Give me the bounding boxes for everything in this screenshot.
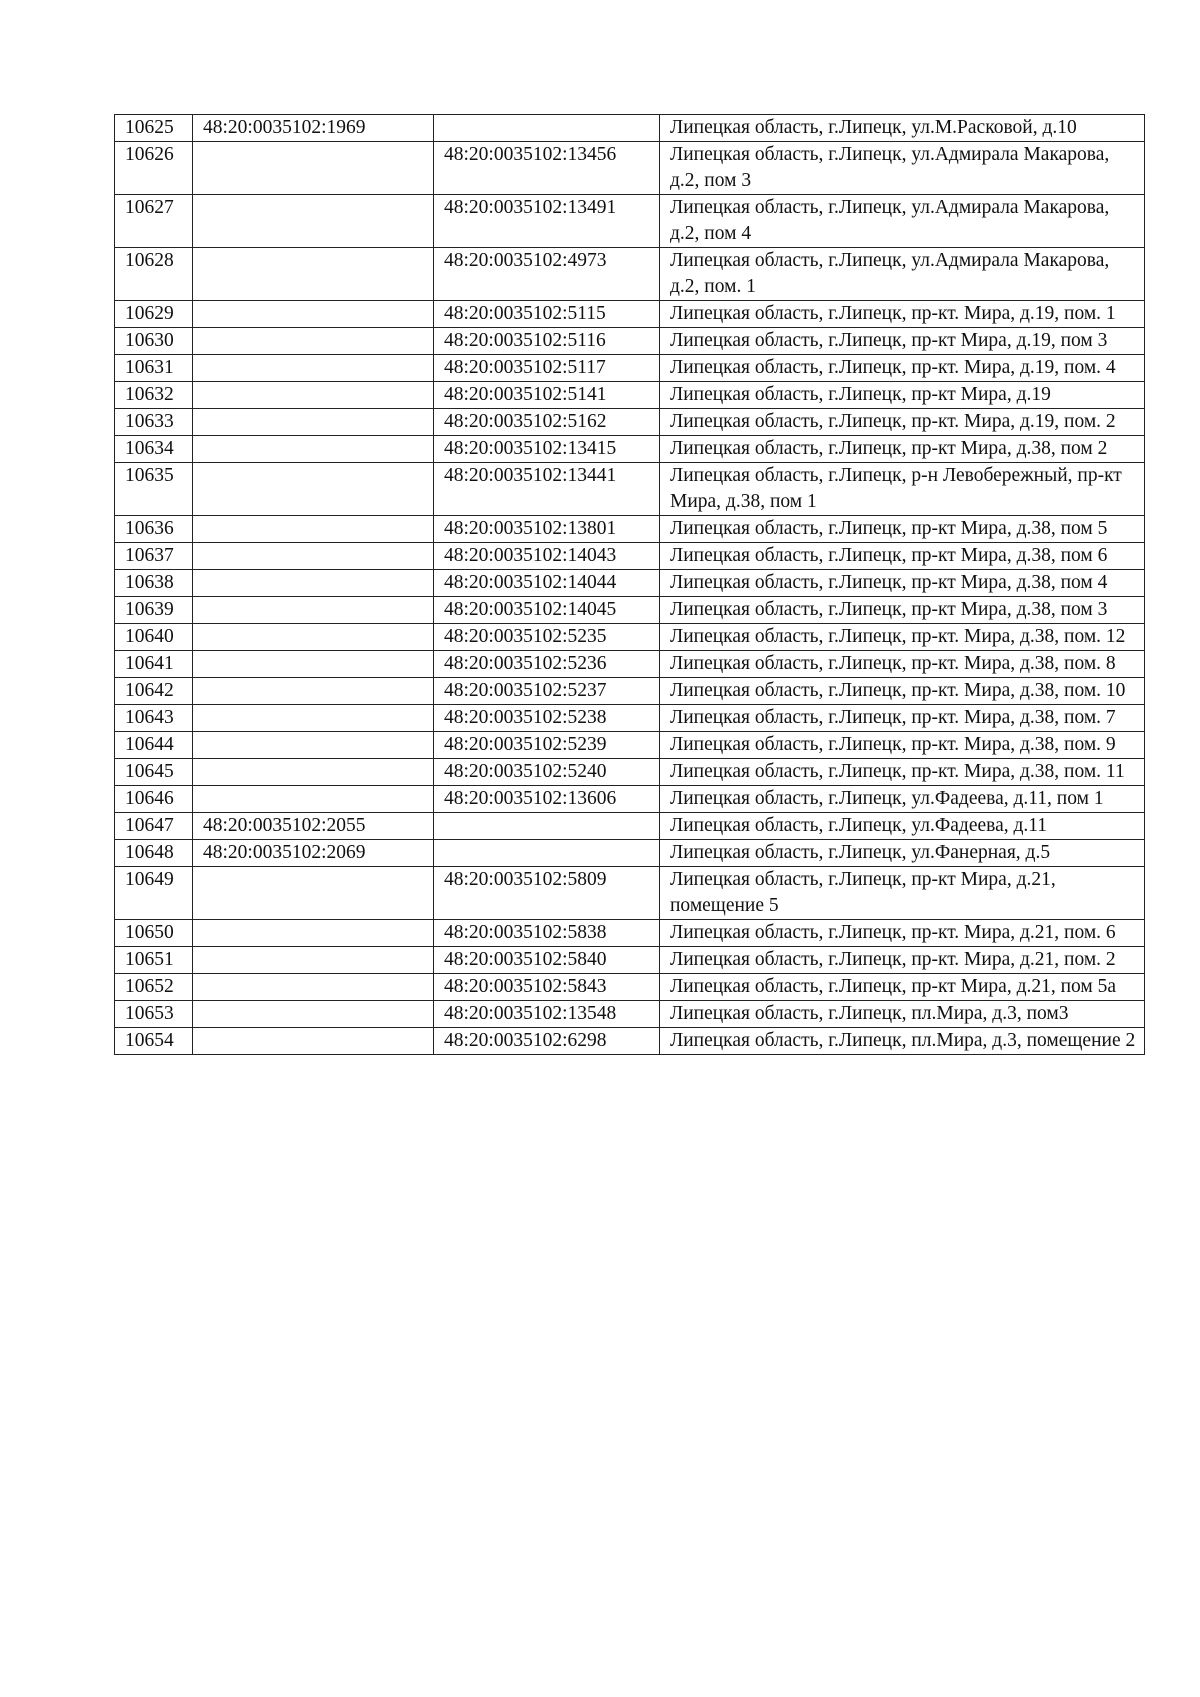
address-cell: Липецкая область, г.Липецк, ул.Фадеева, д.11, пом 1 <box>660 786 1145 813</box>
row-number-cell: 10637 <box>115 543 193 570</box>
table-row <box>115 570 1145 597</box>
row-number-cell: 10626 <box>115 142 193 195</box>
cadastral-premise-cell: 48:20:0035102:13456 <box>434 142 660 195</box>
cadastral-premise-cell: 48:20:0035102:13801 <box>434 516 660 543</box>
row-number-cell: 10639 <box>115 597 193 624</box>
table-row <box>115 115 1145 142</box>
address-cell: Липецкая область, г.Липецк, пр-кт. Мира, д.19, пом. 2 <box>660 409 1145 436</box>
row-number-cell: 10633 <box>115 409 193 436</box>
cadastral-premise-cell: 48:20:0035102:5809 <box>434 867 660 920</box>
cadastral-parcel-cell <box>193 920 434 947</box>
cadastral-premise-cell: 48:20:0035102:5141 <box>434 382 660 409</box>
address-cell: Липецкая область, г.Липецк, пл.Мира, д.3, помещение 2 <box>660 1028 1145 1055</box>
row-number-cell: 10640 <box>115 624 193 651</box>
cadastral-parcel-cell <box>193 1028 434 1055</box>
cadastral-parcel-cell <box>193 195 434 248</box>
cadastral-parcel-cell: 48:20:0035102:2055 <box>193 813 434 840</box>
row-number-cell: 10628 <box>115 248 193 301</box>
cadastral-parcel-cell <box>193 543 434 570</box>
cadastral-premise-cell: 48:20:0035102:5237 <box>434 678 660 705</box>
row-number-cell: 10638 <box>115 570 193 597</box>
cadastral-parcel-cell <box>193 947 434 974</box>
address-cell: Липецкая область, г.Липецк, пр-кт Мира, д.38, пом 6 <box>660 543 1145 570</box>
table-row <box>115 624 1145 651</box>
cadastral-parcel-cell: 48:20:0035102:1969 <box>193 115 434 142</box>
table-row <box>115 355 1145 382</box>
cadastral-premise-cell <box>434 813 660 840</box>
cadastral-premise-cell: 48:20:0035102:5840 <box>434 947 660 974</box>
row-number-cell: 10647 <box>115 813 193 840</box>
table-row <box>115 947 1145 974</box>
cadastral-parcel-cell <box>193 570 434 597</box>
row-number-cell: 10651 <box>115 947 193 974</box>
address-cell: Липецкая область, г.Липецк, пр-кт Мира, д.38, пом 4 <box>660 570 1145 597</box>
cadastral-parcel-cell <box>193 409 434 436</box>
table-row <box>115 597 1145 624</box>
table-row <box>115 142 1145 195</box>
table-row <box>115 1028 1145 1055</box>
cadastral-parcel-cell <box>193 328 434 355</box>
address-cell: Липецкая область, г.Липецк, пр-кт Мира, д.19 <box>660 382 1145 409</box>
cadastral-premise-cell: 48:20:0035102:13491 <box>434 195 660 248</box>
row-number-cell: 10649 <box>115 867 193 920</box>
cadastral-parcel-cell <box>193 436 434 463</box>
table-row <box>115 705 1145 732</box>
table-row <box>115 759 1145 786</box>
table-row <box>115 382 1145 409</box>
cadastral-premise-cell: 48:20:0035102:5239 <box>434 732 660 759</box>
cadastral-premise-cell: 48:20:0035102:5838 <box>434 920 660 947</box>
address-cell: Липецкая область, г.Липецк, пл.Мира, д.3, пом3 <box>660 1001 1145 1028</box>
cadastral-parcel-cell <box>193 867 434 920</box>
table-row <box>115 436 1145 463</box>
address-cell: Липецкая область, г.Липецк, пр-кт Мира, д.21, помещение 5 <box>660 867 1145 920</box>
row-number-cell: 10652 <box>115 974 193 1001</box>
cadastral-parcel-cell <box>193 597 434 624</box>
cadastral-parcel-cell <box>193 974 434 1001</box>
address-cell: Липецкая область, г.Липецк, пр-кт. Мира, д.38, пом. 11 <box>660 759 1145 786</box>
row-number-cell: 10632 <box>115 382 193 409</box>
address-cell: Липецкая область, г.Липецк, пр-кт. Мира, д.19, пом. 4 <box>660 355 1145 382</box>
cadastral-premise-cell: 48:20:0035102:6298 <box>434 1028 660 1055</box>
cadastral-premise-cell: 48:20:0035102:13415 <box>434 436 660 463</box>
table-row <box>115 732 1145 759</box>
address-cell: Липецкая область, г.Липецк, р-н Левобережный, пр-кт Мира, д.38, пом 1 <box>660 463 1145 516</box>
cadastral-parcel-cell <box>193 355 434 382</box>
row-number-cell: 10644 <box>115 732 193 759</box>
cadastral-premise-cell: 48:20:0035102:14045 <box>434 597 660 624</box>
row-number-cell: 10643 <box>115 705 193 732</box>
registry-table <box>114 114 1145 1055</box>
row-number-cell: 10625 <box>115 115 193 142</box>
cadastral-parcel-cell <box>193 463 434 516</box>
cadastral-premise-cell <box>434 115 660 142</box>
address-cell: Липецкая область, г.Липецк, ул.Адмирала Макарова, д.2, пом 3 <box>660 142 1145 195</box>
cadastral-parcel-cell <box>193 759 434 786</box>
address-cell: Липецкая область, г.Липецк, пр-кт. Мира, д.38, пом. 10 <box>660 678 1145 705</box>
row-number-cell: 10635 <box>115 463 193 516</box>
address-cell: Липецкая область, г.Липецк, ул.М.Расковой, д.10 <box>660 115 1145 142</box>
registry-table-body <box>115 115 1145 1055</box>
address-cell: Липецкая область, г.Липецк, пр-кт. Мира, д.21, пом. 6 <box>660 920 1145 947</box>
address-cell: Липецкая область, г.Липецк, пр-кт. Мира, д.38, пом. 8 <box>660 651 1145 678</box>
row-number-cell: 10629 <box>115 301 193 328</box>
cadastral-premise-cell: 48:20:0035102:5115 <box>434 301 660 328</box>
address-cell: Липецкая область, г.Липецк, пр-кт Мира, д.21, пом 5а <box>660 974 1145 1001</box>
table-row <box>115 840 1145 867</box>
cadastral-parcel-cell <box>193 651 434 678</box>
address-cell: Липецкая область, г.Липецк, ул.Адмирала Макарова, д.2, пом 4 <box>660 195 1145 248</box>
cadastral-premise-cell: 48:20:0035102:13606 <box>434 786 660 813</box>
cadastral-premise-cell: 48:20:0035102:5236 <box>434 651 660 678</box>
row-number-cell: 10653 <box>115 1001 193 1028</box>
cadastral-premise-cell: 48:20:0035102:14043 <box>434 543 660 570</box>
table-row <box>115 920 1145 947</box>
row-number-cell: 10631 <box>115 355 193 382</box>
row-number-cell: 10634 <box>115 436 193 463</box>
cadastral-premise-cell: 48:20:0035102:5238 <box>434 705 660 732</box>
address-cell: Липецкая область, г.Липецк, пр-кт. Мира, д.38, пом. 12 <box>660 624 1145 651</box>
table-row <box>115 195 1145 248</box>
table-row <box>115 328 1145 355</box>
table-row <box>115 463 1145 516</box>
address-cell: Липецкая область, г.Липецк, пр-кт. Мира, д.21, пом. 2 <box>660 947 1145 974</box>
address-cell: Липецкая область, г.Липецк, пр-кт Мира, д.38, пом 3 <box>660 597 1145 624</box>
row-number-cell: 10641 <box>115 651 193 678</box>
cadastral-parcel-cell <box>193 301 434 328</box>
table-row <box>115 248 1145 301</box>
cadastral-premise-cell: 48:20:0035102:5843 <box>434 974 660 1001</box>
table-row <box>115 409 1145 436</box>
row-number-cell: 10650 <box>115 920 193 947</box>
address-cell: Липецкая область, г.Липецк, пр-кт Мира, д.19, пом 3 <box>660 328 1145 355</box>
address-cell: Липецкая область, г.Липецк, ул.Фадеева, д.11 <box>660 813 1145 840</box>
address-cell: Липецкая область, г.Липецк, пр-кт Мира, д.38, пом 2 <box>660 436 1145 463</box>
cadastral-parcel-cell <box>193 786 434 813</box>
address-cell: Липецкая область, г.Липецк, ул.Фанерная, д.5 <box>660 840 1145 867</box>
cadastral-parcel-cell <box>193 1001 434 1028</box>
table-row <box>115 786 1145 813</box>
cadastral-parcel-cell <box>193 382 434 409</box>
address-cell: Липецкая область, г.Липецк, пр-кт Мира, д.38, пом 5 <box>660 516 1145 543</box>
cadastral-parcel-cell <box>193 678 434 705</box>
table-row <box>115 867 1145 920</box>
cadastral-premise-cell <box>434 840 660 867</box>
row-number-cell: 10636 <box>115 516 193 543</box>
table-row <box>115 516 1145 543</box>
cadastral-premise-cell: 48:20:0035102:5117 <box>434 355 660 382</box>
table-row <box>115 678 1145 705</box>
row-number-cell: 10642 <box>115 678 193 705</box>
address-cell: Липецкая область, г.Липецк, ул.Адмирала Макарова, д.2, пом. 1 <box>660 248 1145 301</box>
cadastral-parcel-cell <box>193 732 434 759</box>
row-number-cell: 10654 <box>115 1028 193 1055</box>
cadastral-premise-cell: 48:20:0035102:5240 <box>434 759 660 786</box>
cadastral-parcel-cell <box>193 516 434 543</box>
address-cell: Липецкая область, г.Липецк, пр-кт. Мира, д.38, пом. 9 <box>660 732 1145 759</box>
table-row <box>115 813 1145 840</box>
table-row <box>115 301 1145 328</box>
row-number-cell: 10645 <box>115 759 193 786</box>
cadastral-parcel-cell <box>193 248 434 301</box>
cadastral-premise-cell: 48:20:0035102:4973 <box>434 248 660 301</box>
cadastral-premise-cell: 48:20:0035102:13548 <box>434 1001 660 1028</box>
cadastral-parcel-cell <box>193 624 434 651</box>
cadastral-premise-cell: 48:20:0035102:5235 <box>434 624 660 651</box>
cadastral-parcel-cell <box>193 142 434 195</box>
row-number-cell: 10627 <box>115 195 193 248</box>
cadastral-premise-cell: 48:20:0035102:5116 <box>434 328 660 355</box>
address-cell: Липецкая область, г.Липецк, пр-кт. Мира, д.19, пом. 1 <box>660 301 1145 328</box>
row-number-cell: 10646 <box>115 786 193 813</box>
row-number-cell: 10630 <box>115 328 193 355</box>
cadastral-parcel-cell <box>193 705 434 732</box>
table-row <box>115 974 1145 1001</box>
cadastral-premise-cell: 48:20:0035102:13441 <box>434 463 660 516</box>
address-cell: Липецкая область, г.Липецк, пр-кт. Мира, д.38, пом. 7 <box>660 705 1145 732</box>
table-row <box>115 651 1145 678</box>
table-row <box>115 543 1145 570</box>
cadastral-premise-cell: 48:20:0035102:5162 <box>434 409 660 436</box>
row-number-cell: 10648 <box>115 840 193 867</box>
cadastral-premise-cell: 48:20:0035102:14044 <box>434 570 660 597</box>
cadastral-parcel-cell: 48:20:0035102:2069 <box>193 840 434 867</box>
table-row <box>115 1001 1145 1028</box>
